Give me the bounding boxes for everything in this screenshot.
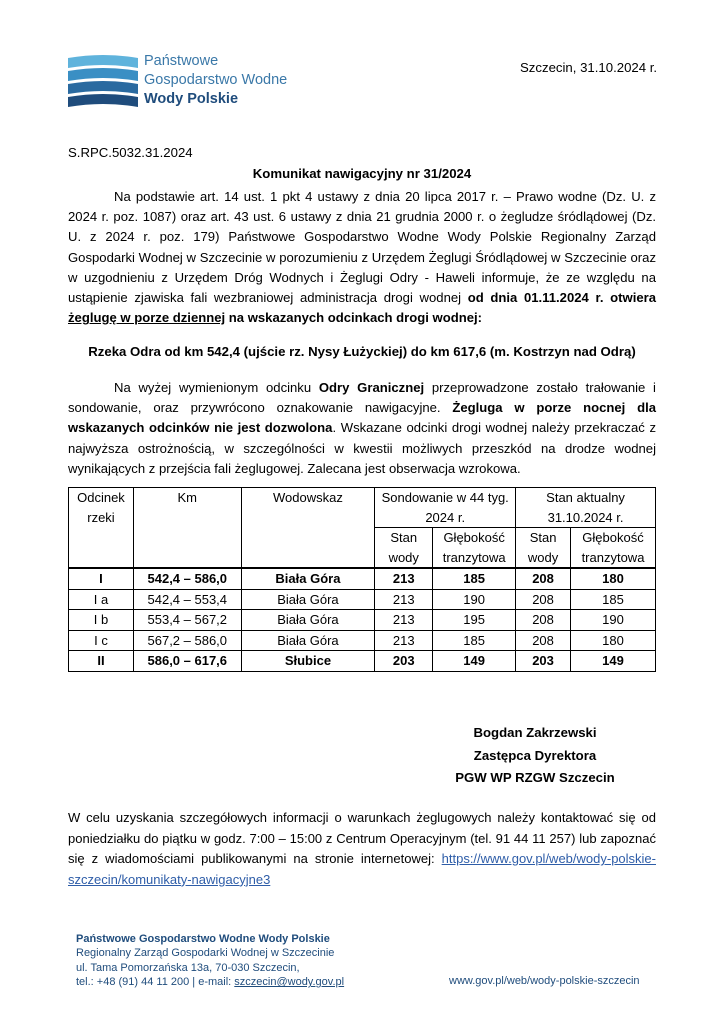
footer-contact-line [76, 975, 344, 989]
header-current-level: Stan wody [516, 528, 571, 569]
details-text-1: Na wyżej wymienionym odcinku [114, 380, 319, 395]
cell-survey-level: 213 [375, 630, 433, 651]
cell-survey-level: 203 [375, 651, 433, 672]
header-section: Odcinek rzeki [69, 488, 134, 569]
details-bold-2: Żegluga w porze nocnej dla wskazanych odcinków nie jest dozwolona [68, 400, 657, 436]
cell-current-depth: 180 [571, 630, 656, 651]
footer-street: ul. Tama Pomorzańska 13a, 70-030 Szczecin, [76, 961, 300, 974]
cell-survey-depth: 185 [433, 568, 516, 589]
header-survey: Sondowanie w 44 tyg. 2024 r. [375, 488, 516, 528]
river-section-heading: Rzeka Odra od km 542,4 (ujście rz. Nysy Łużyckiej) do km 617,6 (m. Kostrzyn nad Odrą) [88, 344, 636, 359]
signatory-role: Zastępca Dyrektora [473, 747, 597, 763]
cell-current-depth: 185 [571, 589, 656, 610]
document-date: Szczecin, 31.10.2024 r. [520, 60, 658, 75]
contact-text: W celu uzyskania szczegółowych informacji o warunkach żeglugowych należy kontaktować się od poniedziałku do piątku w godz. 7:00 – 15:00 z Centrum Operacyjnym (tel. 91 44 11 257) lub zapoznać się z wiadomościami publikowanymi na stronie internetowej: [68, 810, 656, 867]
details-bold-1: Odry Granicznej [318, 380, 425, 395]
intro-bold-underlined: żeglugę w porze dziennej [68, 310, 226, 326]
cell-section: I b [69, 610, 134, 631]
announcements-link[interactable]: https://www.gov.pl/web/wody-polskie-szczecin/komunikaty-nawigacyjne3 [68, 851, 656, 887]
cell-survey-depth: 190 [433, 589, 516, 610]
cell-current-level: 203 [516, 651, 571, 672]
logo-line-3: Wody Polskie [144, 91, 239, 107]
cell-survey-depth: 195 [433, 610, 516, 631]
header-km: Km [133, 488, 241, 569]
cell-current-level: 208 [516, 589, 571, 610]
footer-email-link[interactable]: szczecin@wody.gov.pl [234, 976, 345, 989]
wody-polskie-logo [68, 52, 308, 112]
navigation-table [68, 487, 656, 672]
footer-region: Regionalny Zarząd Gospodarki Wodnej w Szczecinie [76, 947, 335, 960]
header-survey-depth: Głębokość tranzytowa [433, 528, 516, 569]
contact-paragraph [68, 808, 656, 890]
table-row [69, 610, 656, 631]
logo-text [144, 52, 287, 109]
header-survey-level: Stan wody [375, 528, 433, 569]
signatory-name: Bogdan Zakrzewski [473, 725, 597, 740]
cell-survey-depth: 149 [433, 651, 516, 672]
cell-current-depth: 190 [571, 610, 656, 631]
cell-section: I [69, 568, 134, 589]
footer-phone: tel.: +48 (91) 44 11 200 | e-mail: [76, 976, 235, 989]
intro-bold-end: na wskazanych odcinkach drogi wodnej: [225, 310, 482, 326]
cell-current-level: 208 [516, 568, 571, 589]
cell-survey-level: 213 [375, 589, 433, 610]
signature-block [420, 722, 650, 790]
footer-address [76, 932, 344, 990]
paragraph-details [68, 378, 656, 479]
details-text-2: przeprowadzone zostało trałowanie i sondowanie, oraz przywrócono oznakowanie nawigacyjne. [68, 380, 656, 416]
cell-survey-depth: 185 [433, 630, 516, 651]
cell-current-level: 208 [516, 610, 571, 631]
table-row [69, 630, 656, 651]
cell-section: I a [69, 589, 134, 610]
table-row [69, 589, 656, 610]
logo-line-2: Gospodarstwo Wodne [144, 72, 288, 88]
header-current: Stan aktualny 31.10.2024 r. [516, 488, 656, 528]
cell-km: 567,2 – 586,0 [133, 630, 241, 651]
cell-km: 542,4 – 586,0 [133, 568, 241, 589]
cell-current-depth: 149 [571, 651, 656, 672]
cell-gauge: Słubice [241, 651, 375, 672]
cell-survey-level: 213 [375, 568, 433, 589]
cell-section: II [69, 651, 134, 672]
cell-gauge: Biała Góra [241, 610, 375, 631]
footer-website[interactable]: www.gov.pl/web/wody-polskie-szczecin [449, 975, 640, 987]
cell-section: I c [69, 630, 134, 651]
cell-current-level: 208 [516, 630, 571, 651]
cell-km: 586,0 – 617,6 [133, 651, 241, 672]
table-row [69, 568, 656, 589]
cell-gauge: Biała Góra [241, 589, 375, 610]
cell-current-depth: 180 [571, 568, 656, 589]
intro-bold-date: od dnia 01.11.2024 r. otwiera [467, 290, 656, 306]
cell-km: 553,4 – 567,2 [133, 610, 241, 631]
waves-logo-icon [68, 54, 138, 110]
cell-gauge: Biała Góra [241, 568, 375, 589]
table-row [69, 651, 656, 672]
header-current-depth: Głębokość tranzytowa [571, 528, 656, 569]
header-gauge: Wodowskaz [241, 488, 375, 569]
logo-line-1: Państwowe [144, 53, 219, 69]
cell-survey-level: 213 [375, 610, 433, 631]
intro-text: Na podstawie art. 14 ust. 1 pkt 4 ustawy z dnia 20 lipca 2017 r. – Prawo wodne (Dz. U. z 2024 r. poz. 1087) oraz art. 43 ust. 6 ustawy z dnia 21 grudnia 2000 r. o żegludze śródlądowej (Dz. U. z 2024 r. poz. 179) Państwowe Gospodarstwo Wodne Wody Polskie Regionalny Zarząd Gospodarki Wodnej w Szczecinie w porozumieniu z Urzędem Żeglugi Śródlądowej w Szczecinie oraz w uzgodnieniu z Urzędem Dróg Wodnych i Żeglugi Odry - Haweli informuje, że ze względu na ustąpienie zjawiska fali wezbraniowej administracja drogi wodnej [68, 189, 656, 306]
footer-org: Państwowe Gospodarstwo Wodne Wody Polskie [76, 933, 330, 945]
cell-km: 542,4 – 553,4 [133, 589, 241, 610]
reference-number: S.RPC.5032.31.2024 [68, 145, 193, 160]
details-text-3: . Wskazane odcinki drogi wodnej należy przekraczać z najwyższa ostrożnością, w szczególności w kwestii możliwych przeszkód na drodze wodnej wynikających z przejścia fali żeglugowej. Zalecana jest obserwacja wzrokowa. [68, 420, 656, 476]
cell-gauge: Biała Góra [241, 630, 375, 651]
signatory-org: PGW WP RZGW Szczecin [455, 770, 615, 785]
document-title: Komunikat nawigacyjny nr 31/2024 [252, 166, 472, 181]
paragraph-intro [68, 187, 656, 328]
